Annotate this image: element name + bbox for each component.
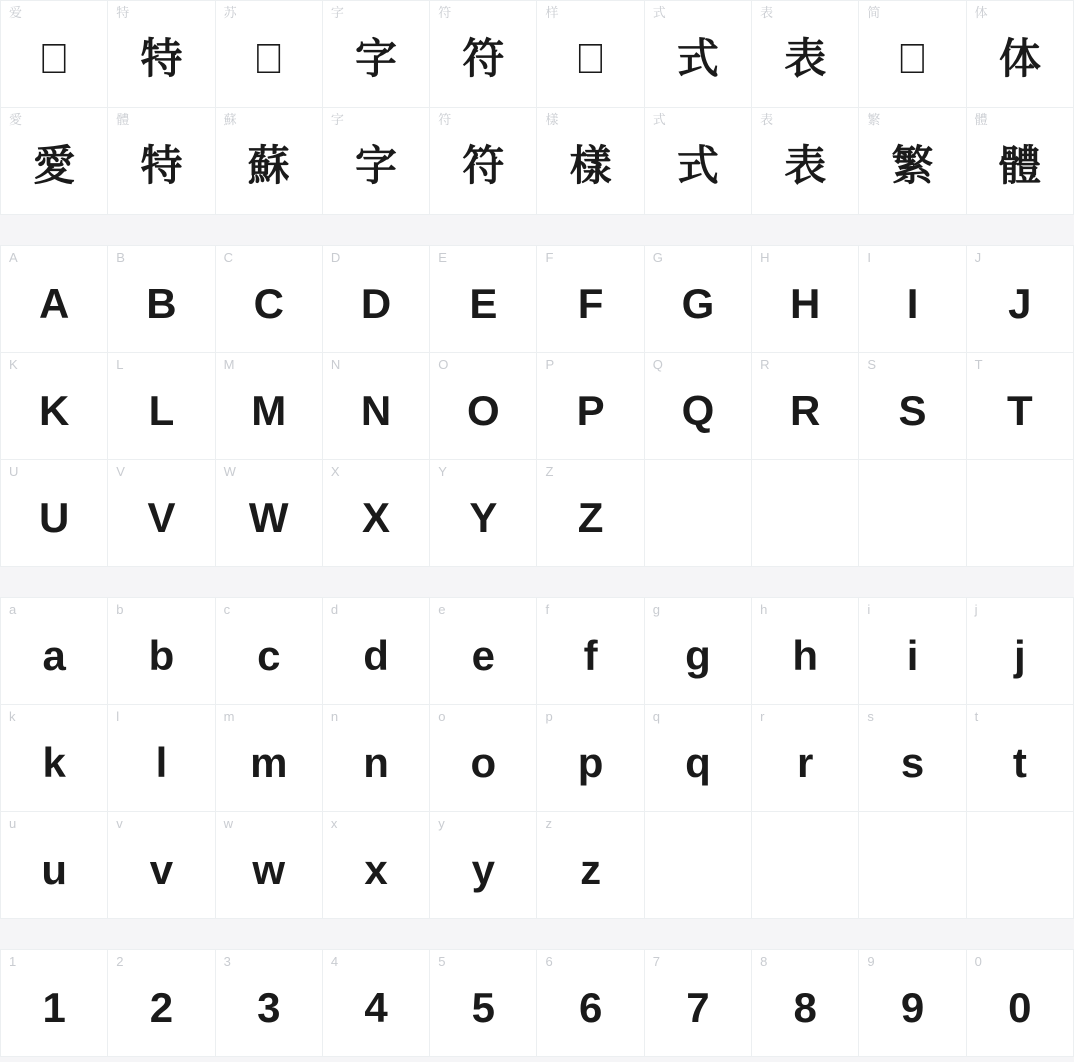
glyph-cell[interactable] xyxy=(108,108,215,215)
glyph-cell-character: c xyxy=(257,632,281,679)
glyph-cell-character: r xyxy=(797,739,814,786)
glyph-cell-tag: 符 xyxy=(438,5,452,20)
glyph-cell-tag: t xyxy=(974,709,979,724)
glyph-cell-tag: Z xyxy=(545,464,554,479)
glyph-cell-tag: o xyxy=(438,709,446,724)
glyph-cell[interactable] xyxy=(537,812,644,919)
glyph-cell[interactable] xyxy=(430,950,537,1057)
glyph-cell[interactable] xyxy=(1,246,108,353)
glyph-cell-tag: 3 xyxy=(223,954,231,969)
glyph-cell-tag: f xyxy=(545,602,550,617)
glyph-cell-empty xyxy=(752,460,859,567)
glyph-cell-tag: u xyxy=(9,816,17,831)
glyph-cell-tag: X xyxy=(330,464,340,479)
glyph-cell-character: D xyxy=(360,280,392,327)
glyph-cell-character: L xyxy=(148,387,175,434)
glyph-cell[interactable] xyxy=(1,108,108,215)
glyph-cell[interactable] xyxy=(967,246,1074,353)
glyph-cell-character: t xyxy=(1012,739,1027,786)
glyph-cell[interactable] xyxy=(1,950,108,1057)
glyph-cell[interactable] xyxy=(537,460,644,567)
glyph-cell-character: d xyxy=(363,632,389,679)
glyph-cell-character: 8 xyxy=(793,984,817,1031)
glyph-cell[interactable] xyxy=(323,108,430,215)
glyph-cell[interactable] xyxy=(1,1,108,108)
glyph-cell-character: s xyxy=(900,739,925,786)
lowercase-block xyxy=(0,597,1074,919)
glyph-cell-tag: H xyxy=(760,250,770,265)
glyph-cell-character: v xyxy=(149,846,174,893)
glyph-cell-tag: w xyxy=(223,816,233,831)
glyph-cell-character: 9 xyxy=(900,984,925,1031)
glyph-cell[interactable] xyxy=(967,353,1074,460)
glyph-cell-tag: S xyxy=(867,357,877,372)
glyph-cell-tag: E xyxy=(438,250,447,265)
glyph-cell[interactable] xyxy=(323,705,430,812)
glyph-cell[interactable] xyxy=(859,108,966,215)
glyph-cell-tag: a xyxy=(9,602,17,617)
glyph-cell-tag: l xyxy=(116,709,120,724)
glyph-cell-character: H xyxy=(790,280,821,327)
glyph-cell[interactable] xyxy=(430,246,537,353)
glyph-cell-character: 愛 xyxy=(33,142,76,189)
glyph-cell-character: 7 xyxy=(686,984,710,1031)
glyph-cell[interactable] xyxy=(108,353,215,460)
glyph-cell-tag: F xyxy=(545,250,554,265)
glyph-cell-character: X xyxy=(362,494,391,541)
glyph-cell-tag: 6 xyxy=(545,954,553,969)
glyph-cell-tag: D xyxy=(330,250,341,265)
glyph-cell-tag: I xyxy=(867,250,871,265)
glyph-cell-tag: y xyxy=(438,816,445,831)
glyph-cell[interactable] xyxy=(216,812,323,919)
glyph-cell-character xyxy=(38,38,70,80)
glyph-cell-character: 4 xyxy=(364,984,388,1031)
glyph-cell[interactable] xyxy=(967,108,1074,215)
glyph-cell-character: p xyxy=(577,739,604,786)
glyph-row xyxy=(1,460,1074,567)
glyph-cell-character: K xyxy=(38,387,70,434)
glyph-cell-tag: W xyxy=(223,464,236,479)
glyph-cell-character: f xyxy=(583,632,598,679)
glyph-cell-character: G xyxy=(681,280,715,327)
glyph-cell[interactable] xyxy=(323,246,430,353)
glyph-cell-tag: 符 xyxy=(438,112,452,127)
glyph-cell[interactable] xyxy=(859,353,966,460)
glyph-cell-character: U xyxy=(38,494,70,541)
glyph-cell-character: I xyxy=(906,280,919,327)
glyph-cell-tag: K xyxy=(9,357,18,372)
glyph-cell-character: 字 xyxy=(355,142,398,189)
glyph-cell[interactable] xyxy=(1,598,108,705)
glyph-cell-tag: Y xyxy=(438,464,447,479)
glyph-cell-empty xyxy=(645,812,752,919)
glyph-cell-tag: j xyxy=(974,602,978,617)
glyph-cell-tag: M xyxy=(223,357,235,372)
glyph-cell-character: 3 xyxy=(257,984,281,1031)
glyph-cell-tag: N xyxy=(330,357,341,372)
glyph-cell-tag: 4 xyxy=(330,954,339,969)
glyph-cell-tag: G xyxy=(652,250,663,265)
glyph-cell-character: B xyxy=(146,280,177,327)
glyph-cell-tag: v xyxy=(116,816,123,831)
glyph-cell-tag: e xyxy=(438,602,446,617)
glyph-row xyxy=(1,353,1074,460)
glyph-cell-tag: 表 xyxy=(760,5,774,20)
glyph-cell-character: 蘇 xyxy=(247,142,290,189)
glyph-cell[interactable] xyxy=(430,598,537,705)
glyph-cell-character: n xyxy=(363,739,389,786)
glyph-row xyxy=(1,705,1074,812)
glyph-cell-empty xyxy=(752,812,859,919)
glyph-cell[interactable] xyxy=(645,598,752,705)
glyph-cell-tag: R xyxy=(760,357,770,372)
glyph-cell-tag: q xyxy=(652,709,661,724)
glyph-cell-character: N xyxy=(360,387,392,434)
glyph-cell[interactable] xyxy=(645,1,752,108)
glyph-cell[interactable] xyxy=(216,598,323,705)
glyph-cell-empty xyxy=(859,812,966,919)
glyph-cell[interactable] xyxy=(859,950,966,1057)
glyph-cell-character: q xyxy=(685,739,711,786)
glyph-row xyxy=(1,812,1074,919)
glyph-cell-character: k xyxy=(42,739,66,786)
glyph-cell-tag: 9 xyxy=(867,954,875,969)
glyph-cell-tag: 表 xyxy=(760,112,774,127)
glyph-cell-character: E xyxy=(469,280,498,327)
glyph-cell[interactable] xyxy=(752,950,859,1057)
glyph-cell-character xyxy=(575,38,607,80)
glyph-cell-tag: 样 xyxy=(545,5,559,20)
glyph-cell-character: a xyxy=(42,632,66,679)
glyph-cell-tag: r xyxy=(760,709,765,724)
glyph-cell[interactable] xyxy=(430,705,537,812)
glyph-cell-tag: 苏 xyxy=(223,5,237,20)
glyph-cell-character: u xyxy=(41,846,67,893)
glyph-cell-character: T xyxy=(1006,387,1033,434)
glyph-cell[interactable] xyxy=(967,950,1074,1057)
glyph-cell[interactable] xyxy=(430,353,537,460)
glyph-cell-character: o xyxy=(470,739,497,786)
glyph-cell-tag: 2 xyxy=(116,954,124,969)
glyph-cell-character: 特 xyxy=(140,142,183,189)
glyph-cell-character: e xyxy=(471,632,496,679)
glyph-cell[interactable] xyxy=(537,1,644,108)
glyph-cell-tag: 字 xyxy=(330,112,344,127)
glyph-cell[interactable] xyxy=(216,460,323,567)
glyph-cell[interactable] xyxy=(108,460,215,567)
glyph-cell-tag: Q xyxy=(652,357,663,372)
glyph-cell[interactable] xyxy=(108,950,215,1057)
glyph-cell[interactable] xyxy=(645,246,752,353)
glyph-cell-tag: 樣 xyxy=(545,112,559,127)
glyph-cell-character: O xyxy=(467,387,500,434)
glyph-cell-tag: 式 xyxy=(652,112,666,127)
glyph-cell-tag: C xyxy=(223,250,233,265)
glyph-cell-character: 繁 xyxy=(891,142,934,189)
glyph-cell[interactable] xyxy=(1,705,108,812)
glyph-cell[interactable] xyxy=(216,353,323,460)
glyph-cell-character: m xyxy=(250,739,288,786)
glyph-cell[interactable] xyxy=(216,246,323,353)
glyph-cell[interactable] xyxy=(1,353,108,460)
glyph-cell-empty xyxy=(859,460,966,567)
glyph-cell-tag: c xyxy=(223,602,231,617)
glyph-cell-tag: V xyxy=(116,464,125,479)
glyph-cell-tag: J xyxy=(974,250,982,265)
glyph-cell[interactable] xyxy=(323,1,430,108)
glyph-cell-character: 式 xyxy=(676,35,719,82)
glyph-cell[interactable] xyxy=(859,598,966,705)
glyph-cell-character: 符 xyxy=(462,142,505,189)
glyph-cell[interactable] xyxy=(216,108,323,215)
glyph-cell-tag: n xyxy=(330,709,339,724)
glyph-cell-tag: x xyxy=(330,816,338,831)
glyph-cell[interactable] xyxy=(216,705,323,812)
glyph-cell-character: 5 xyxy=(471,984,496,1031)
glyph-cell-tag: i xyxy=(867,602,871,617)
glyph-cell-tag: z xyxy=(545,816,552,831)
glyph-cell[interactable] xyxy=(216,950,323,1057)
glyph-cell-tag: O xyxy=(438,357,449,372)
glyph-cell-character: h xyxy=(792,632,819,679)
glyph-cell[interactable] xyxy=(1,460,108,567)
glyph-cell-character: M xyxy=(251,387,287,434)
glyph-cell[interactable] xyxy=(430,1,537,108)
glyph-cell-tag: 简 xyxy=(867,5,881,20)
glyph-cell[interactable] xyxy=(108,598,215,705)
glyph-cell-tag: A xyxy=(9,250,18,265)
glyph-cell[interactable] xyxy=(108,705,215,812)
glyph-cell[interactable] xyxy=(645,950,752,1057)
glyph-cell-character: F xyxy=(577,280,604,327)
glyph-cell[interactable] xyxy=(430,108,537,215)
glyph-cell[interactable] xyxy=(645,353,752,460)
glyph-cell-character xyxy=(897,38,929,80)
glyph-cell-character: w xyxy=(252,846,286,893)
glyph-cell-tag: b xyxy=(116,602,124,617)
glyph-cell-character: 6 xyxy=(578,984,603,1031)
glyph-cell[interactable] xyxy=(752,108,859,215)
glyph-cell[interactable] xyxy=(859,1,966,108)
glyph-cell[interactable] xyxy=(752,246,859,353)
glyph-cell[interactable] xyxy=(537,353,644,460)
glyph-cell-tag: 5 xyxy=(438,954,446,969)
glyph-cell-character: W xyxy=(248,494,289,541)
glyph-cell[interactable] xyxy=(216,1,323,108)
glyph-cell-character: S xyxy=(898,387,927,434)
glyph-cell-character: 樣 xyxy=(569,142,612,189)
glyph-cell[interactable] xyxy=(537,598,644,705)
glyph-cell[interactable] xyxy=(323,353,430,460)
glyph-cell-empty xyxy=(967,812,1074,919)
glyph-cell-character: 体 xyxy=(998,35,1041,82)
glyph-cell-tag: U xyxy=(9,464,19,479)
glyph-cell-character: 字 xyxy=(355,35,398,82)
glyph-row xyxy=(1,1,1074,108)
glyph-cell-tag: 字 xyxy=(330,5,344,20)
glyph-cell[interactable] xyxy=(1,812,108,919)
glyph-cell-character: 表 xyxy=(784,142,827,189)
glyph-cell-character: P xyxy=(576,387,605,434)
glyph-cell[interactable] xyxy=(430,812,537,919)
glyph-cell-tag: 體 xyxy=(116,112,130,127)
glyph-cell-tag: m xyxy=(223,709,235,724)
glyph-cell-character: l xyxy=(155,739,168,786)
glyph-cell[interactable] xyxy=(108,246,215,353)
glyph-row xyxy=(1,108,1074,215)
glyph-cell-character: 體 xyxy=(998,142,1041,189)
glyph-cell-tag: T xyxy=(974,357,983,372)
glyph-cell[interactable] xyxy=(967,598,1074,705)
glyph-cell-tag: 7 xyxy=(652,954,661,969)
glyph-cell-tag: s xyxy=(867,709,874,724)
glyph-cell[interactable] xyxy=(108,812,215,919)
glyph-cell-tag: g xyxy=(652,602,661,617)
glyph-cell-character: 表 xyxy=(784,35,827,82)
glyph-cell[interactable] xyxy=(323,812,430,919)
glyph-row xyxy=(1,950,1074,1057)
glyph-cell-character: j xyxy=(1013,632,1026,679)
cjk-block xyxy=(0,0,1074,215)
glyph-cell[interactable] xyxy=(108,1,215,108)
digits-block xyxy=(0,949,1074,1057)
glyph-cell[interactable] xyxy=(645,705,752,812)
glyph-cell-character: b xyxy=(148,632,175,679)
glyph-cell-tag: k xyxy=(9,709,16,724)
glyph-cell-character: A xyxy=(38,280,70,327)
glyph-cell-character: i xyxy=(906,632,919,679)
glyph-cell-character: 符 xyxy=(462,35,505,82)
glyph-cell[interactable] xyxy=(859,246,966,353)
glyph-cell-tag: 8 xyxy=(760,954,768,969)
glyph-cell-character: C xyxy=(253,280,284,327)
glyph-cell-character: V xyxy=(147,494,176,541)
glyph-cell-tag: P xyxy=(545,357,555,372)
glyph-cell-tag: 蘇 xyxy=(223,112,237,127)
glyph-cell[interactable] xyxy=(323,598,430,705)
glyph-cell-tag: 式 xyxy=(652,5,666,20)
glyph-cell-character: x xyxy=(364,846,388,893)
glyph-cell-character: 1 xyxy=(42,984,66,1031)
uppercase-block xyxy=(0,245,1074,567)
glyph-cell-character: Q xyxy=(681,387,715,434)
glyph-cell-tag: 體 xyxy=(974,112,988,127)
glyph-cell-tag: 0 xyxy=(974,954,982,969)
glyph-cell-tag: 1 xyxy=(9,954,17,969)
glyph-cell-character: J xyxy=(1008,280,1032,327)
glyph-cell[interactable] xyxy=(645,108,752,215)
glyph-cell-character: 特 xyxy=(140,35,183,82)
glyph-cell-tag: d xyxy=(330,602,339,617)
glyph-cell[interactable] xyxy=(752,353,859,460)
glyph-cell-character: Y xyxy=(469,494,498,541)
glyph-cell[interactable] xyxy=(537,108,644,215)
glyph-cell-character: 式 xyxy=(676,142,719,189)
glyph-cell[interactable] xyxy=(537,705,644,812)
glyph-cell-tag: 体 xyxy=(974,5,988,20)
glyph-cell-character: Z xyxy=(577,494,604,541)
glyph-cell-tag: 愛 xyxy=(9,112,23,127)
glyph-cell-character: y xyxy=(471,846,496,893)
glyph-cell-character xyxy=(253,38,285,80)
glyph-cell-character: z xyxy=(580,846,602,893)
glyph-row xyxy=(1,598,1074,705)
glyph-cell[interactable] xyxy=(967,705,1074,812)
glyph-cell-tag: 特 xyxy=(116,5,130,20)
glyph-cell[interactable] xyxy=(537,246,644,353)
glyph-cell-tag: 繁 xyxy=(867,112,881,127)
glyph-cell-tag: p xyxy=(545,709,553,724)
glyph-cell-empty xyxy=(967,460,1074,567)
glyph-cell[interactable] xyxy=(752,598,859,705)
glyph-cell[interactable] xyxy=(859,705,966,812)
glyph-cell[interactable] xyxy=(752,705,859,812)
glyph-cell[interactable] xyxy=(323,950,430,1057)
glyph-cell-tag: L xyxy=(116,357,124,372)
glyph-cell[interactable] xyxy=(752,1,859,108)
glyph-row xyxy=(1,246,1074,353)
glyph-cell-character: 0 xyxy=(1008,984,1032,1031)
glyph-cell-character: R xyxy=(790,387,821,434)
glyph-cell[interactable] xyxy=(323,460,430,567)
glyph-cell-tag: 爱 xyxy=(9,5,23,20)
glyph-cell-character: 2 xyxy=(149,984,174,1031)
glyph-cell[interactable] xyxy=(967,1,1074,108)
glyph-cell-empty xyxy=(645,460,752,567)
glyph-cell[interactable] xyxy=(537,950,644,1057)
glyph-cell-tag: B xyxy=(116,250,125,265)
glyph-cell-character: g xyxy=(685,632,711,679)
glyph-cell[interactable] xyxy=(430,460,537,567)
glyph-cell-tag: h xyxy=(760,602,768,617)
